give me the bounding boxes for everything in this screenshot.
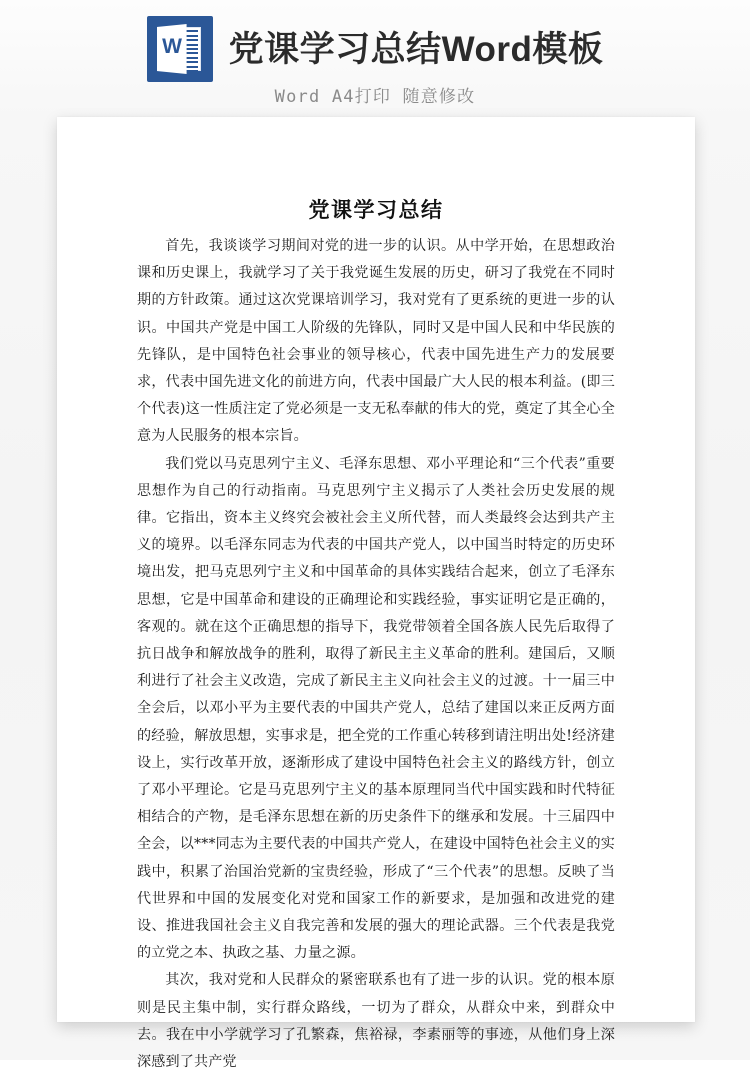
document-page	[57, 117, 695, 1071]
document-body	[137, 195, 615, 1076]
template-subtitle: Word A4打印 随意修改	[274, 87, 476, 107]
document-paragraph: 我们党以马克思列宁主义、毛泽东思想、邓小平理论和“三个代表”重要思想作为自己的行动指南。马克思列宁主义揭示了人类社会历史发展的规律。它指出，资本主义终究会被社会主义所代替，而人类最终会达到共产主义的境界。以毛泽东同志为代表的中国共产党人，以中国当时特定的历史环境出发，把马克思列宁主义和中国革命的具体实践结合起来，创立了毛泽东思想，它是中国革命和建设的正确理论和实践经验，事实证明它是正确的，客观的。就在这个正确思想的指导下，我党带领着全国各族人民先后取得了抗日战争和解放战争的胜利，取得了新民主主义革命的胜利。建国后，又顺利进行了社会主义改造，完成了新民主主义向社会主义的过渡。十一届三中全会后，以邓小平为主要代表的中国共产党人，总结了建国以来正反两方面的经验，解放思想，实事求是，把全党的工作重心转移到请注明出处!经济建设上，实行改革开放，逐渐形成了建设中国特色社会主义的路线方针，创立了邓小平理论。它是马克思列宁主义的基本原理同当代中国实践和时代特征相结合的产物，是毛泽东思想在新的历史条件下的继承和发展。十三届四中全会，以***同志为主要代表的中国共产党人，在建设中国特色社会主义的实践中，积累了治国治党新的宝贵经验，形成了“三个代表”的思想。反映了当代世界和中国的发展变化对党和国家工作的新要求，是加强和改进党的建设、推进我国社会主义自我完善和发展的强大的理论武器。三个代表是我党的立党之本、执政之基、力量之源。	[137, 455, 615, 962]
document-paragraph: 首先，我谈谈学习期间对党的进一步的认识。从中学开始，在思想政治课和历史课上，我就学习了关于我党诞生发展的历史，研习了我党在不同时期的方针政策。通过这次党课培训学习，我对党有了更系统的更进一步的认识。中国共产党是中国工人阶级的先锋队，同时又是中国人民和中华民族的先锋队，是中国特色社会事业的领导核心，代表中国先进生产力的发展要求，代表中国先进文化的前进方向，代表中国最广大人民的根本利益。(即三个代表)这一性质注定了党必须是一支无私奉献的伟大的党，奠定了其全心全意为人民服务的根本宗旨。	[137, 238, 615, 445]
document-paragraph: 其次，我对党和人民群众的紧密联系也有了进一步的认识。党的根本原则是民主集中制，实行群众路线，一切为了群众，从群众中来，到群众中去。我在中小学就学习了孔繁森，焦裕禄，李素丽等的事迹，从他们身上深深感到了共产党	[137, 972, 615, 1071]
header-title-row	[147, 14, 604, 84]
template-title: 党课学习总结Word模板	[228, 29, 604, 69]
word-app-icon	[147, 16, 213, 82]
word-icon-letter: W	[162, 35, 181, 58]
document-title: 党课学习总结	[308, 197, 444, 222]
template-header	[0, 0, 750, 112]
